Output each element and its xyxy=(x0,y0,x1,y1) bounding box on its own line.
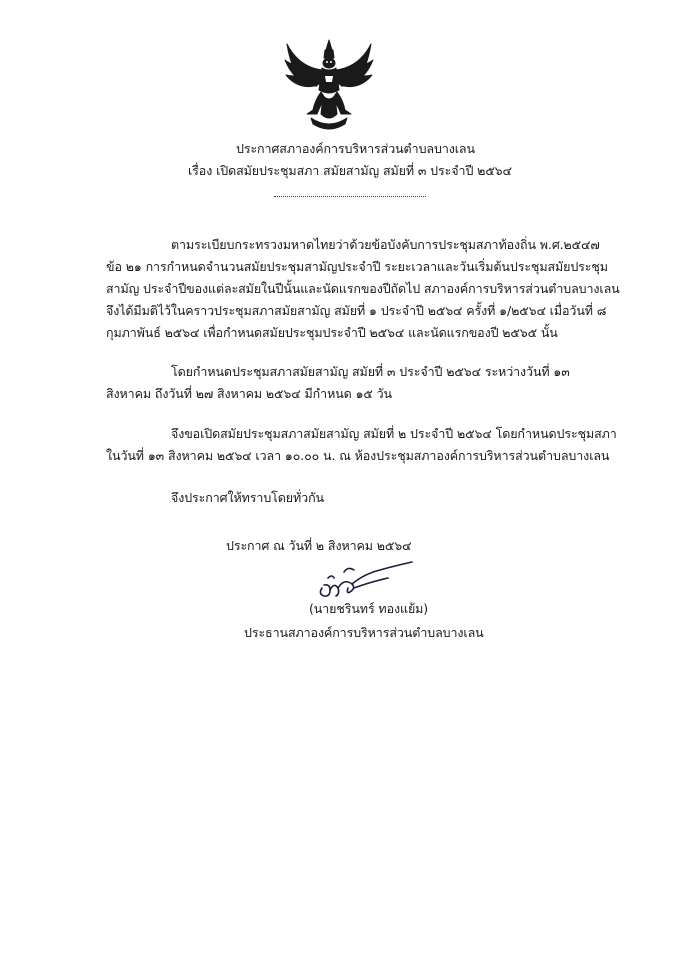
title-dotted-divider xyxy=(274,196,426,197)
paragraph2-line1: โดยกำหนดประชุมสภาสมัยสามัญ สมัยที่ ๓ ประจำปี ๒๕๖๔ ระหว่างวันที่ ๑๓ xyxy=(171,364,570,379)
paragraph3-line1: จึงขอเปิดสมัยประชุมสภาสมัยสามัญ สมัยที่ ๒ ประจำปี ๒๕๖๔ โดยกำหนดประชุมสภา xyxy=(171,426,617,441)
paragraph1-line4: จึงได้มีมติไว้ในคราวประชุมสภาสมัยสามัญ สมัยที่ ๑ ประจำปี ๒๕๖๔ ครั้งที่ ๑/๒๕๖๔ เมื่อวันที่ ๘ xyxy=(106,303,607,318)
handwritten-signature-icon xyxy=(308,558,418,604)
paragraph1-line2: ข้อ ๒๑ การกำหนดจำนวนสมัยประชุมสามัญประจำปี ระยะเวลาและวันเริ่มต้นประชุมสมัยประชุม xyxy=(106,259,608,274)
signer-position: ประธานสภาองค์การบริหารส่วนตำบลบางเลน xyxy=(244,625,484,640)
document-subject: เรื่อง เปิดสมัยประชุมสภา สมัยสามัญ สมัยที่ ๓ ประจำปี ๒๕๖๔ xyxy=(188,163,512,178)
paragraph1-line1: ตามระเบียบกระทรวงมหาดไทยว่าด้วยข้อบังคับการประชุมสภาท้องถิ่น พ.ศ.๒๕๔๗ xyxy=(171,237,600,252)
closing-statement: จึงประกาศให้ทราบโดยทั่วกัน xyxy=(171,490,324,505)
document-title: ประกาศสภาองค์การบริหารส่วนตำบลบางเลน xyxy=(236,141,475,156)
signer-name: (นายชรินทร์ ทองแย้ม) xyxy=(309,601,429,616)
garuda-emblem-icon xyxy=(283,38,375,134)
paragraph1-line3: สามัญ ประจำปีของแต่ละสมัยในปีนั้นและนัดแรกของปีถัดไป สภาองค์การบริหารส่วนตำบลบางเลน xyxy=(106,281,620,296)
announcement-date: ประกาศ ณ วันที่ ๒ สิงหาคม ๒๕๖๔ xyxy=(226,538,412,553)
paragraph3-line2: ในวันที่ ๑๓ สิงหาคม ๒๕๖๔ เวลา ๑๐.๐๐ น. ณ ห้องประชุมสภาองค์การบริหารส่วนตำบลบางเลน xyxy=(106,448,610,463)
paragraph2-line2: สิงหาคม ถึงวันที่ ๒๗ สิงหาคม ๒๕๖๔ มีกำหนด ๑๕ วัน xyxy=(106,386,392,401)
paragraph1-line5: กุมภาพันธ์ ๒๕๖๔ เพื่อกำหนดสมัยประชุมประจำปี ๒๕๖๔ และนัดแรกของปี ๒๕๖๕ นั้น xyxy=(106,325,558,340)
